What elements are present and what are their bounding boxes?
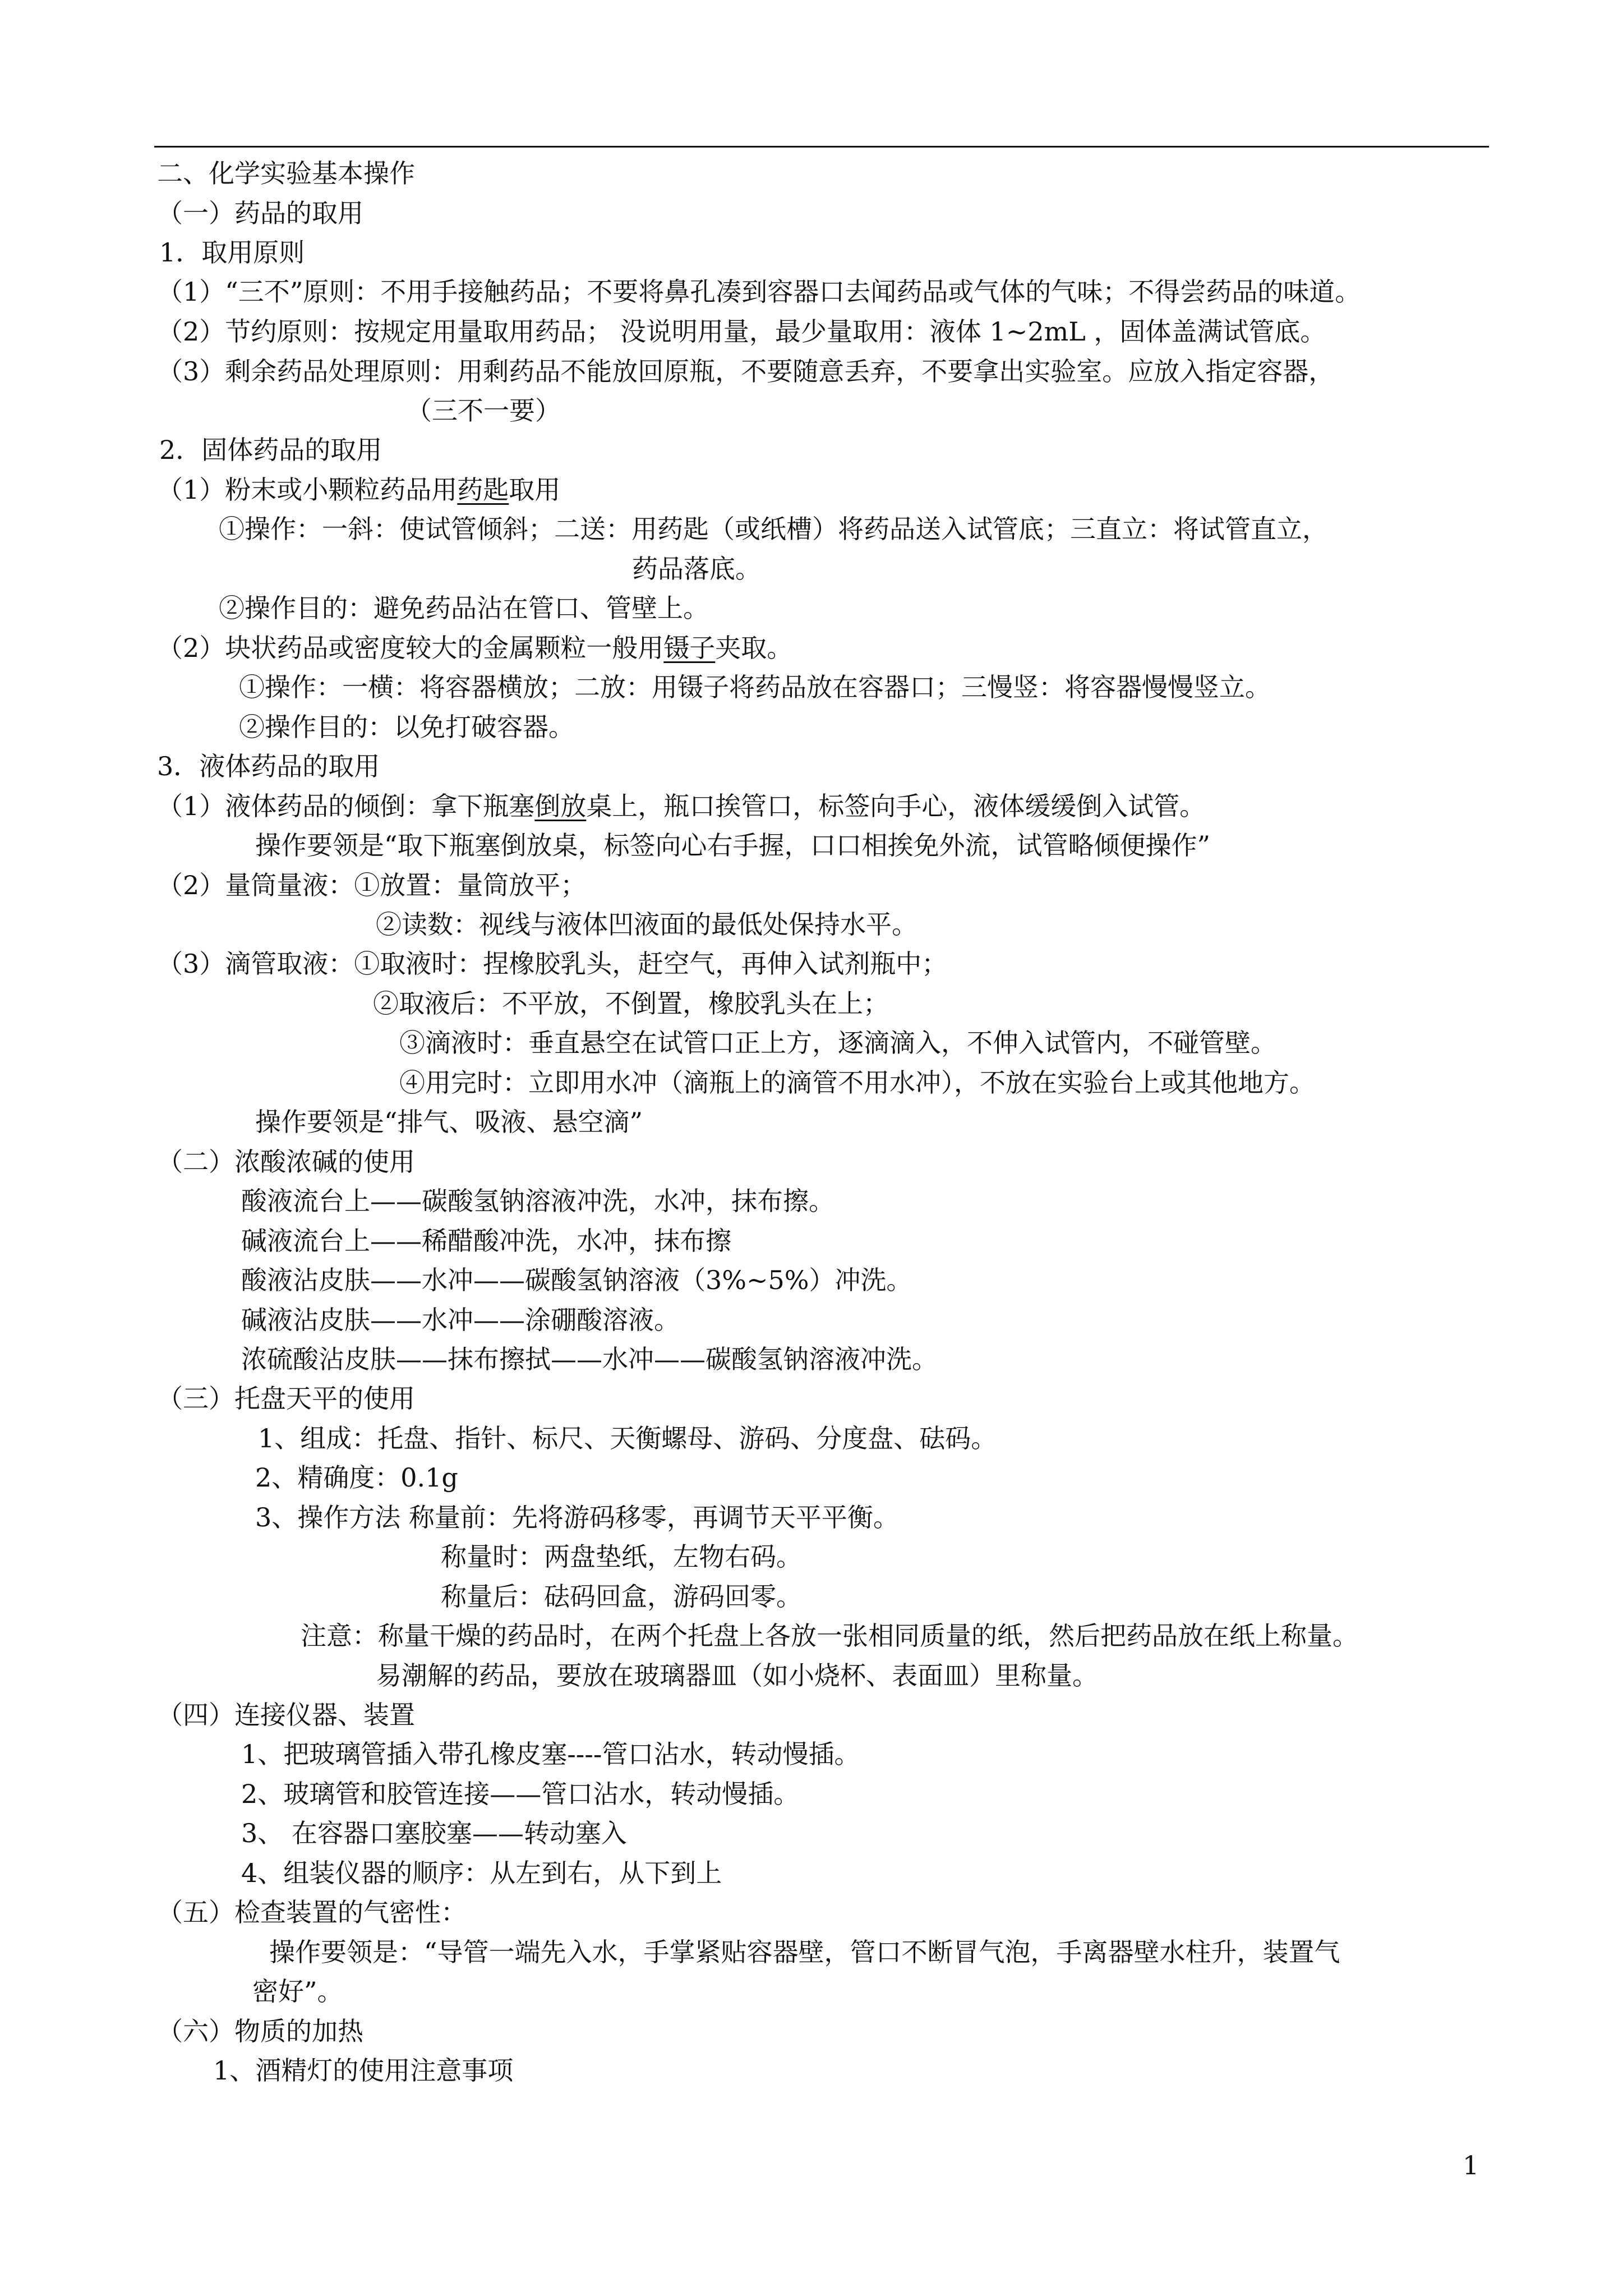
text-line: 操作要领是：“导管一端先入水，手掌紧贴容器壁，管口不断冒气泡，手离器壁水柱升，装置气 <box>269 1937 1340 1967</box>
text-line: 称量时：两盘垫纸，左物右码。 <box>441 1542 802 1572</box>
text-line: ③滴液时：垂直悬空在试管口正上方，逐滴滴入，不伸入试管内，不碰管壁。 <box>399 1028 1276 1058</box>
subsection-heading: （三）托盘天平的使用 <box>157 1383 415 1414</box>
text-line: 1、把玻璃管插入带孔橡皮塞----管口沾水，转动慢插。 <box>241 1739 860 1769</box>
text-line: （1）“三不”原则：不用手接触药品；不要将鼻孔凑到容器口去闻药品或气体的气味；不得尝药品的味道。 <box>157 277 1361 307</box>
text-line: （2）量筒量液：①放置：量筒放平； <box>157 870 587 900</box>
text-line: ④用完时：立即用水冲（滴瓶上的滴管不用水冲），不放在实验台上或其他地方。 <box>399 1068 1315 1098</box>
text-line: （3）滴管取液：①取液时：捏橡胶乳头，赶空气，再伸入试剂瓶中； <box>157 949 948 979</box>
subsection-heading: （五）检查装置的气密性： <box>157 1897 467 1927</box>
page-number: 1 <box>1463 2150 1479 2180</box>
subsection-heading: （四）连接仪器、装置 <box>157 1700 415 1730</box>
text-line: 操作要领是“排气、吸液、悬空滴” <box>255 1107 643 1137</box>
text-line: 注意：称量干燥的药品时，在两个托盘上各放一张相同质量的纸，然后把药品放在纸上称量。 <box>301 1621 1358 1651</box>
text-line: ①操作：一斜：使试管倾斜；二送：用药匙（或纸槽）将药品送入试管底；三直立：将试管直立， <box>219 514 1328 544</box>
text-line: 酸液沾皮肤——水冲——碳酸氢钠溶液（3%~5%）冲洗。 <box>241 1265 912 1295</box>
underlined-term: 倒放 <box>534 791 587 821</box>
text-line: ②取液后：不平放，不倒置，橡胶乳头在上； <box>373 988 889 1019</box>
heading: 2．固体药品的取用 <box>159 435 382 465</box>
text-segment: （2）块状药品或密度较大的金属颗粒一般用 <box>157 633 664 663</box>
subsection-heading: （二）浓酸浓碱的使用 <box>157 1147 415 1177</box>
text-line <box>157 789 1205 823</box>
text-line: 操作要领是“取下瓶塞倒放桌，标签向心右手握，口口相挨免外流，试管略倾便操作” <box>255 830 1211 861</box>
text-line: （3）剩余药品处理原则：用剩药品不能放回原瓶，不要随意丢弃，不要拿出实验室。应放入指定容器， <box>157 356 1335 386</box>
text-line: 酸液流台上——碳酸氢钠溶液冲洗，水冲，抹布擦。 <box>241 1186 834 1216</box>
text-line: 药品落底。 <box>632 554 761 584</box>
text-line: 1、酒精灯的使用注意事项 <box>213 2055 514 2086</box>
text-line: 浓硫酸沾皮肤——抹布擦拭——水冲——碳酸氢钠溶液冲洗。 <box>241 1344 938 1374</box>
subsection-heading: （六）物质的加热 <box>157 2016 363 2046</box>
text-segment: 桌上，瓶口挨管口，标签向手心，液体缓缓倒入试管。 <box>586 791 1206 821</box>
heading: 3．液体药品的取用 <box>157 751 380 781</box>
text-line: 易潮解的药品，要放在玻璃器皿（如小烧杯、表面皿）里称量。 <box>376 1660 1098 1691</box>
underlined-term: 镊子 <box>663 633 716 663</box>
text-segment: 取用 <box>509 475 561 505</box>
text-line: ②操作目的：以免打破容器。 <box>239 712 574 742</box>
text-line: ②读数：视线与液体凹液面的最低处保持水平。 <box>376 909 917 940</box>
text-line <box>157 473 560 507</box>
text-line: 密好”。 <box>252 1976 343 2007</box>
text-line: ②操作目的：避免药品沾在管口、管壁上。 <box>219 593 709 623</box>
text-line: 碱液流台上——稀醋酸冲洗，水冲，抹布擦 <box>241 1226 731 1256</box>
header-rule <box>154 146 1489 148</box>
text-line: 称量后：砝码回盒，游码回零。 <box>441 1581 802 1612</box>
text-segment: （1）粉末或小颗粒药品用 <box>157 475 458 505</box>
text-line: 2、玻璃管和胶管连接——管口沾水，转动慢插。 <box>241 1779 800 1809</box>
underlined-term: 药匙 <box>457 475 509 505</box>
text-line <box>157 631 792 665</box>
heading: 1．取用原则 <box>159 237 305 268</box>
text-line: ①操作：一横：将容器横放；二放：用镊子将药品放在容器口；三慢竖：将容器慢慢竖立。 <box>239 672 1271 702</box>
section-title: 二、化学实验基本操作 <box>157 158 415 188</box>
text-line: （2）节约原则：按规定用量取用药品； 没说明用量，最少量取用：液体 1~2mL ，固体盖满试管底。 <box>157 316 1326 347</box>
subsection-heading: （一）药品的取用 <box>157 198 363 228</box>
text-segment: 夹取。 <box>715 633 793 663</box>
text-line: 3、 在容器口塞胶塞——转动塞入 <box>241 1818 627 1848</box>
text-line: （三不一要） <box>406 395 561 426</box>
text-line: 1、组成：托盘、指针、标尺、天衡螺母、游码、分度盘、砝码。 <box>258 1423 997 1453</box>
text-line: 3、操作方法 称量前：先将游码移零，再调节天平平衡。 <box>255 1502 899 1533</box>
text-line: 碱液沾皮肤——水冲——涂硼酸溶液。 <box>241 1305 680 1335</box>
text-segment: （1）液体药品的倾倒：拿下瓶塞 <box>157 791 535 821</box>
text-line: 4、组装仪器的顺序：从左到右，从下到上 <box>241 1858 722 1888</box>
text-line: 2、精确度：0.1g <box>255 1462 458 1493</box>
